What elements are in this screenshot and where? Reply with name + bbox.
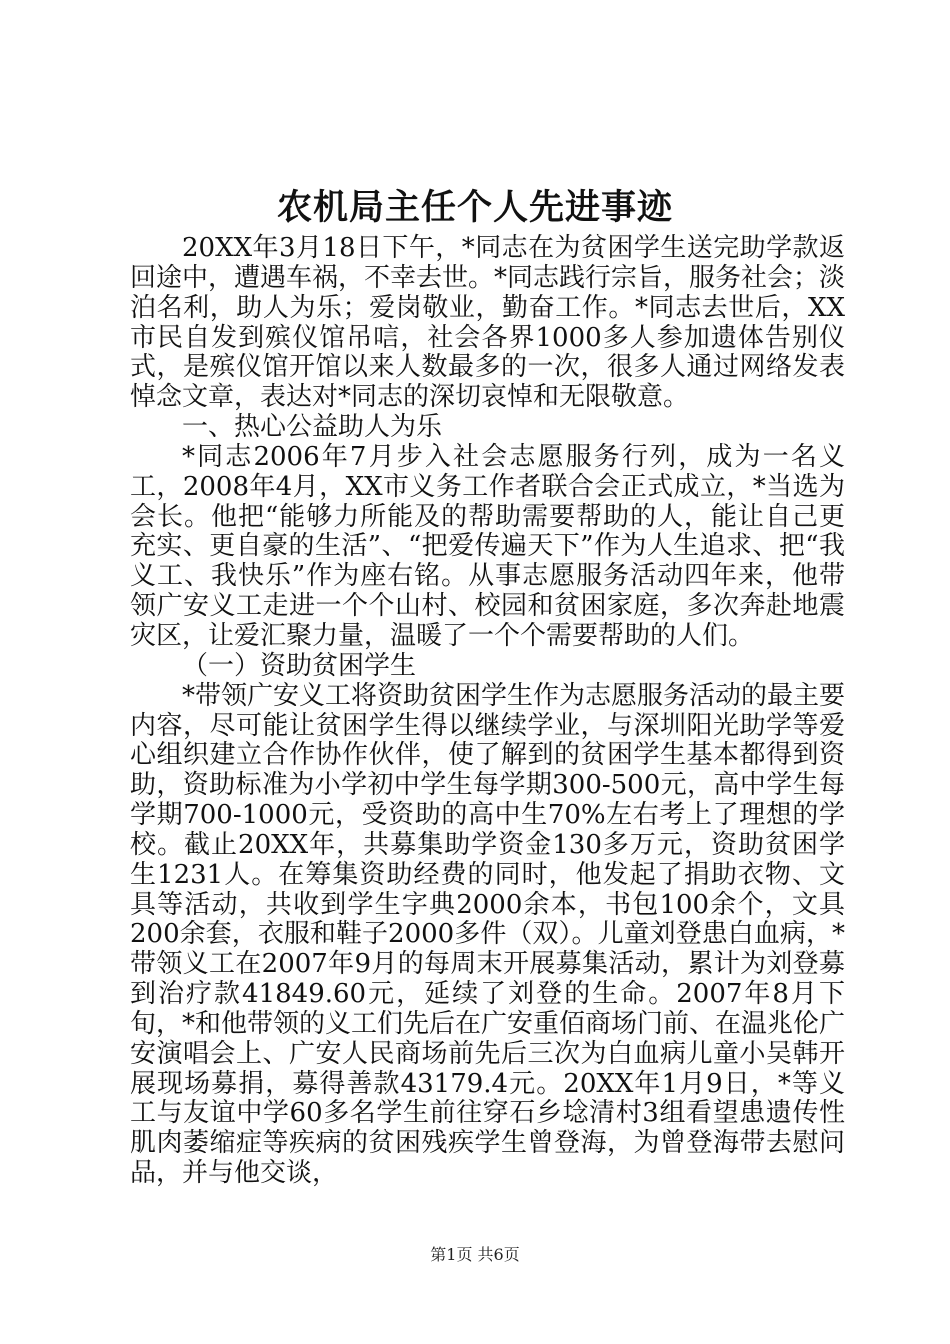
- document-body: [130, 234, 845, 1189]
- paragraph-volunteer: *同志2006年7月步入社会志愿服务行列，成为一名义工，2008年4月，XX市义务工作者联合会正式成立，*当选为会长。他把“能够力所能及的帮助需要帮助的人，能让自己更充实、更自豪的生活”、“把爱传遍天下”作为人生追求、把“我义工、我快乐”作为座右铭。从事志愿服务活动四年来，他带领广安义工走进一个个山村、校园和贫困家庭，多次奔赴地震灾区，让爱汇聚力量，温暖了一个个需要帮助的人们。: [130, 441, 845, 651]
- paragraph-student-aid: *带领广安义工将资助贫困学生作为志愿服务活动的最主要内容，尽可能让贫困学生得以继续学业，与深圳阳光助学等爱心组织建立合作协作伙伴，使了解到的贫困学生基本都得到资助，资助标准为小学初中学生每学期300-500元，高中学生每学期700-1000元，受资助的高中生70%左右考上了理想的学校。截止20XX年，共募集助学资金130多万元，资助贫困学生1231人。在筹集资助经费的同时，他发起了捐助衣物、文具等活动，共收到学生字典2000余本，书包100余个，文具200余套，衣服和鞋子2000多件（双）。儿童刘登患白血病，*带领义工在2007年9月的每周末开展募集活动，累计为刘登募到治疗款41849.60元，延续了刘登的生命。2007年8月下旬，*和他带领的义工们先后在广安重佰商场门前、在温兆伦广安演唱会上、广安人民商场前先后三次为白血病儿童小吴韩开展现场募捐，募得善款43179.4元。20XX年1月9日，*等义工与友谊中学60多名学生前往穿石乡埝清村3组看望患遗传性肌肉萎缩症等疾病的贫困残疾学生曾登海，为曾登海带去慰问品，并与他交谈，: [130, 680, 846, 1189]
- page-footer: 第1页 共6页: [430, 1245, 520, 1264]
- subsection-heading-1: （一）资助贫困学生: [182, 650, 417, 681]
- paragraph-intro: 20XX年3月18日下午，*同志在为贫困学生送完助学款返回途中，遭遇车祸，不幸去世。*同志践行宗旨，服务社会；淡泊名利，助人为乐；爱岗敬业，勤奋工作。*同志去世后，XX市民自发到殡仪馆吊唁，社会各界1000多人参加遗体告别仪式，是殡仪馆开馆以来人数最多的一次，很多人通过网络发表悼念文章，表达对*同志的深切哀悼和无限敬意。: [130, 233, 846, 413]
- section-heading-1: 一、热心公益助人为乐: [182, 412, 443, 443]
- document-title: 农机局主任个人先进事迹: [276, 187, 673, 228]
